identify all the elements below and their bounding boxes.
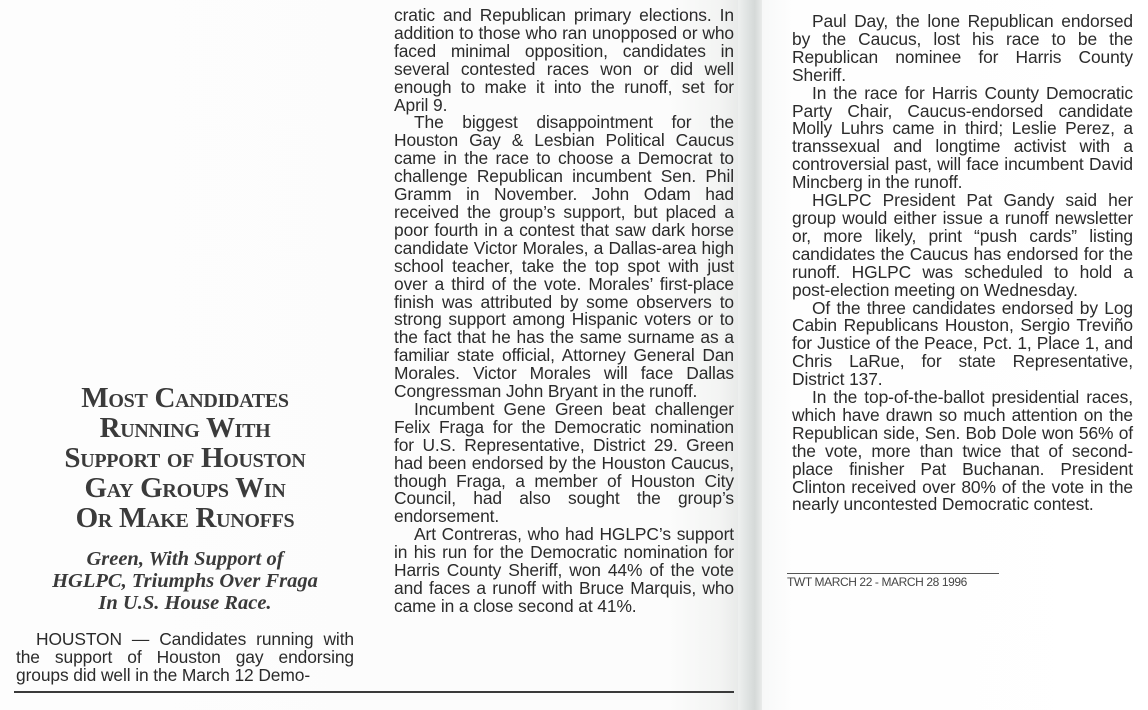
article-headline — [14, 383, 356, 533]
paragraph: Incumbent Gene Green beat challenger Felix Fraga for the Democratic nomination for U.S. Representative, District 29. Green had been endorsed by the Houston Caucus, though Fraga, a member of Houston City Council, had also sought the group’s endorsement. — [394, 398, 734, 527]
paragraph: cratic and Republican primary elections. In addition to those who ran unopposed or who faced minimal opposition, candidates in several contested races won or did well enough to make it into the runoff, set for April 9. — [394, 5, 734, 115]
paragraph: Art Contreras, who had HGLPC’s support in his run for the Democratic nomination for Harris County Sheriff, won 44% of the vote and faces a runoff with Bruce Marquis, who came in a close second at 41%. — [394, 524, 734, 616]
page-gutter — [738, 0, 762, 710]
headline-line: Gay Groups Win — [84, 472, 286, 504]
headline-line: Or Make Runoffs — [75, 502, 295, 534]
footer-rule — [787, 573, 999, 574]
paragraph: HGLPC President Pat Gandy said her group would either issue a runoff newsletter or, more likely, print “push cards” listing candidates the Caucus has endorsed for the runoff. HGLPC was scheduled to hold a post-election meeting on Wednesday. — [792, 190, 1133, 300]
paragraph: HOUSTON — Candidates running with the support of Houston gay endorsing groups did well in the March 12 Demo- — [16, 629, 354, 685]
headline-line: Running With — [99, 412, 271, 444]
article-deck — [14, 548, 356, 614]
paragraph: Of the three candidates endorsed by Log Cabin Republicans Houston, Sergio Treviño for Justice of the Peace, Pct. 1, Place 1, and Chris LaRue, for state Representative, District 137. — [792, 297, 1133, 390]
column-2 — [394, 7, 734, 616]
column-1 — [16, 631, 354, 685]
column-3 — [792, 13, 1133, 514]
paragraph: In the top-of-the-ballot presidential races, which have drawn so much attention on the Republican side, Sen. Bob Dole won 56% of the vote, more than twice that of second-place finisher Pat Buchanan. President Clinton received over 80% of the vote in the nearly uncontested Democratic contest. — [792, 387, 1133, 515]
paragraph: Paul Day, the lone Republican endorsed by the Caucus, lost his race to be the Republican nominee for Harris County Sheriff. — [792, 11, 1133, 85]
deck-line: In U.S. House Race. — [98, 592, 272, 614]
publication-footer: TWT MARCH 22 - MARCH 28 1996 — [787, 575, 967, 589]
article-bottom-rule — [14, 691, 734, 693]
headline-line: Most Candidates — [81, 382, 289, 414]
deck-line: HGLPC, Triumphs Over Fraga — [52, 570, 318, 592]
paragraph: The biggest disappointment for the Houston Gay & Lesbian Political Caucus came in the race to choose a Democrat to challenge Republican incumbent Sen. Phil Gramm in November. John Odam had received the group’s support, but placed a poor fourth in a contest that saw dark horse candidate Victor Morales, a Dallas-area high school teacher, take the top spot with just over a third of the vote. Morales’ first-place finish was attributed by some observers to strong support among Hispanic voters or to the fact that he has the same surname as a familiar state official, Attorney General Dan Morales. Victor Morales will face Dallas Congressman John Bryant in the runoff. — [394, 112, 734, 402]
headline-line: Support of Houston — [64, 442, 306, 474]
paragraph: In the race for Harris County Democratic Party Chair, Caucus-endorsed candidate Molly Luhrs came in third; Leslie Perez, a transsexual and longtime activist with a controversial past, will face incumbent David Mincberg in the runoff. — [792, 82, 1133, 193]
deck-line: Green, With Support of — [86, 548, 284, 570]
